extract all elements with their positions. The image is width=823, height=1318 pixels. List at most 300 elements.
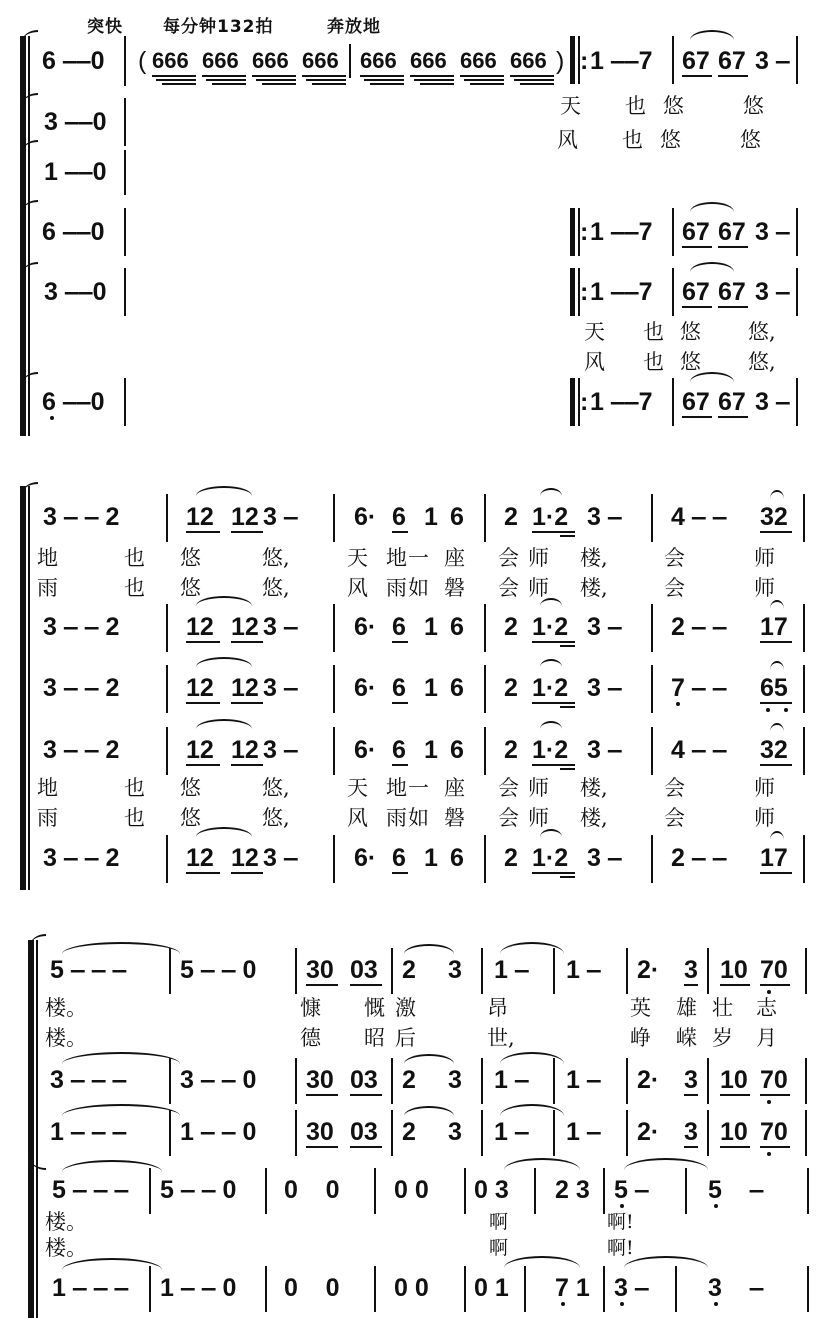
lyric: 壮 [712,996,733,1020]
note: 1 [424,503,438,531]
lyric: 雄 [676,996,697,1020]
lyric: 磐 [444,806,465,830]
note: 6 [392,674,406,702]
barline [333,665,335,713]
barline [796,378,798,426]
note-pair: 67 [718,47,746,75]
note: 6· [354,674,377,702]
lyric: 悠 [743,94,764,118]
measure-2: 1 ‒ ‒ 0 [180,1118,257,1146]
barline [651,727,653,775]
barline [803,835,805,883]
barline [481,1110,483,1156]
lyric: 风 [347,806,368,830]
lyric: 座 [444,546,465,570]
barline [484,604,486,652]
note-pair: 30 [306,956,334,984]
barline [484,727,486,775]
lyric: 悠, [748,320,776,344]
note: 1 [424,844,438,872]
note: 6 [392,613,406,641]
note-tail: 3 ‒ [587,674,622,702]
note-pair: 12 [231,613,259,641]
lyric: 啊! [607,1237,634,1259]
lyric: 峥 [630,1026,651,1050]
lyric: 会 [664,776,685,800]
note-pair: 12 [186,613,214,641]
barline [124,208,126,256]
lyric: 雨 [386,576,407,600]
note: 6 [392,844,406,872]
barline [805,1110,807,1156]
note: 3 [684,956,698,984]
lyric: 悠, [262,546,290,570]
barline [333,604,335,652]
repeat-start-barline [570,208,575,256]
slur [404,944,454,954]
note-pair: 70 [760,956,788,984]
tie [624,1158,708,1170]
note-pair: 10 [720,1118,748,1146]
note-pair: 12 [231,503,259,531]
lyric: 悠 [180,776,201,800]
measure-1: 5 ‒ ‒ ‒ [52,1176,129,1204]
note-group: 666 [510,48,547,73]
expression-marking: 奔放地 [327,17,381,37]
lyric: 如 [408,806,429,830]
barline [803,727,805,775]
measure-3: 0 0 [284,1274,340,1302]
tie [62,1160,162,1172]
note-pair: 67 [682,218,710,246]
measure-4: 0 0 [394,1274,429,1302]
lyric: 会 [664,546,685,570]
fermata-icon [770,831,784,840]
measure-8: 3 ‒ [708,1274,764,1302]
note: 3 [684,1066,698,1094]
lyric: 一 [408,776,429,800]
lyric: 一 [408,546,429,570]
note: 2· [637,1118,660,1146]
slur [540,659,562,667]
barline [374,1266,376,1312]
lyric: 昭 [364,1026,385,1050]
measure-1: 3 ‒ ‒ 2 [43,503,120,531]
note: 3 [448,1118,462,1146]
note-pair: 32 [760,503,788,531]
measure-2: 3 ‒ ‒ 0 [180,1066,257,1094]
lyric: 悠 [660,128,681,152]
note-tail: 3 ‒ [755,47,790,75]
note-pair: 67 [682,47,710,75]
lyric: 志 [756,996,777,1020]
barline [553,948,555,994]
lyric: 会 [664,806,685,830]
intro-measure: 3 ‒‒0 [44,278,107,306]
note-pair: 70 [760,1118,788,1146]
measure-1: 3 ‒ ‒ 2 [43,736,120,764]
barline [166,494,168,542]
barline [124,98,126,146]
barline [166,835,168,883]
lyric: 师 [528,806,549,830]
barline [672,268,674,316]
slur [404,1106,454,1116]
lyric: 地 [37,776,58,800]
barline [464,1168,466,1214]
lyric: 悠 [680,320,701,344]
lyric: 悠, [748,350,776,374]
lyric: 也 [643,350,664,374]
barline [796,208,798,256]
lyric: 也 [625,94,646,118]
lyric: 悠, [262,806,290,830]
note: 7 ‒ ‒ [671,674,727,702]
slur [196,657,252,667]
note-tail: 3 ‒ [755,218,790,246]
note-pair: 10 [720,956,748,984]
measure-2: 5 ‒ ‒ 0 [160,1176,237,1204]
measure-1: 1 ‒‒7 [590,388,653,416]
barline [803,494,805,542]
note: 2 ‒ ‒ [671,613,727,641]
lyric: 师 [754,806,775,830]
lyric: 悠 [180,806,201,830]
note-pair: 30 [306,1118,334,1146]
slur [196,486,252,496]
barline [651,494,653,542]
note-pair: 12 [231,674,259,702]
tie [624,1256,708,1268]
barline [391,1058,393,1104]
measure-1: 5 ‒ ‒ ‒ [50,956,127,984]
note-pair: 17 [760,613,788,641]
measure-7: 5 ‒ [614,1176,649,1204]
bracket-hook-icon [22,482,38,494]
barline [803,604,805,652]
barline [484,665,486,713]
note-pair: 1·2 [532,613,569,641]
note-group: 666 [302,48,339,73]
lyric: 天 [560,94,581,118]
barline [796,36,798,84]
lyric: 悠 [180,576,201,600]
lyric: 风 [584,350,605,374]
barline [651,604,653,652]
bracket-hook-icon [30,934,46,946]
lyric: 悠 [663,94,684,118]
slur [690,372,734,382]
barline [124,150,126,195]
note: 3 [448,1066,462,1094]
measure-1: 3 ‒ ‒ 2 [43,674,120,702]
lyric: 如 [408,576,429,600]
lyric: 悠 [680,350,701,374]
barline [481,948,483,994]
lyric: 悠, [262,576,290,600]
note-pair: 67 [682,388,710,416]
barline [265,1168,267,1214]
barline [651,835,653,883]
note: 2 [504,503,518,531]
barline [124,378,126,426]
lyric: 地 [386,546,407,570]
note-tail: 3 ‒ [263,736,298,764]
tempo-word: 突快 [87,17,123,37]
barline [295,948,297,994]
note-pair: 03 [350,1118,378,1146]
lyric: 慷 [300,996,321,1020]
note: 6 [450,844,464,872]
note-pair: 1·2 [532,844,569,872]
measure-5: 1 ‒ [494,1066,529,1094]
lyric: 啊! [607,1211,634,1233]
barline [169,1110,171,1156]
note-tail: 3 ‒ [755,278,790,306]
tie [62,1104,180,1116]
note: 6 [392,503,406,531]
barline [333,494,335,542]
note-pair: 12 [186,736,214,764]
note: 2 [402,1118,416,1146]
slur [540,721,562,729]
note: 6 [392,736,406,764]
note: 6· [354,736,377,764]
note: 1 [424,674,438,702]
note-pair: 1·2 [532,736,569,764]
intro-measure: 3 ‒‒0 [44,108,107,136]
note-pair: 67 [682,278,710,306]
barline [805,948,807,994]
barline [805,1058,807,1104]
lyric: 楼, [580,806,608,830]
measure-1: 1 ‒‒7 [590,47,653,75]
lyric: 也 [124,806,145,830]
slur [504,1256,580,1268]
barline [672,208,674,256]
barline [553,1110,555,1156]
lyric: 英 [630,996,651,1020]
barline [675,1266,677,1312]
barline [391,948,393,994]
note-group: 666 [360,48,397,73]
note-group: 666 [202,48,239,73]
intro-measure: 6 ‒‒0 [42,47,105,75]
fermata-icon [770,490,784,499]
barline [166,665,168,713]
measure-5: 0 1 [474,1274,509,1302]
slur [196,719,252,729]
barline [265,1266,267,1312]
barline [626,948,628,994]
note: 6 [450,503,464,531]
note-pair: 30 [306,1066,334,1094]
note: 3 [448,956,462,984]
note-tail: 3 ‒ [263,844,298,872]
barline [124,36,126,86]
note: 2 [504,674,518,702]
lyric: 座 [444,776,465,800]
barline [391,1110,393,1156]
barline [481,1058,483,1104]
slur [540,598,562,606]
note-group: 666 [460,48,497,73]
slur [196,827,252,837]
slur [540,829,562,837]
lyric: 师 [528,546,549,570]
lyric: 德 [300,1026,321,1050]
slur [404,1054,454,1064]
barline [295,1110,297,1156]
fermata-icon [770,661,784,670]
lyric: 楼。 [45,1210,87,1234]
note-pair: 10 [720,1066,748,1094]
lyric: 师 [754,776,775,800]
note: 2 [504,736,518,764]
slur [690,202,734,212]
note-group: 666 [410,48,447,73]
slur [196,596,252,606]
note-group: 666 [152,48,189,73]
intro-measure: 1 ‒‒0 [44,158,107,186]
lyric: 会 [498,776,519,800]
barline [374,1168,376,1214]
lyric: 悠 [180,546,201,570]
lyric: 也 [124,776,145,800]
lyric: 风 [347,576,368,600]
lyric: 地 [386,776,407,800]
barline [626,1110,628,1156]
barline [166,604,168,652]
measure-1: 1 ‒‒7 [590,218,653,246]
barline [333,835,335,883]
repeat-dots: : [580,278,589,306]
measure-7: 3 ‒ [614,1274,649,1302]
lyric: 慨 [364,996,385,1020]
note: 2 [402,1066,416,1094]
barline [534,1168,536,1214]
note: 2 [402,956,416,984]
measure-2: 5 ‒ ‒ 0 [180,956,257,984]
note-pair: 12 [186,674,214,702]
slur [690,30,734,40]
repeat-dots: : [580,388,589,416]
barline [707,948,709,994]
measure-8: 5 ‒ [708,1176,764,1204]
lyric: 雨 [386,806,407,830]
note-tail: 3 ‒ [263,674,298,702]
barline [484,835,486,883]
barline [166,727,168,775]
barline [349,44,351,78]
measure-1: 1 ‒‒7 [590,278,653,306]
barline [484,494,486,542]
note: 2· [637,956,660,984]
note-pair: 70 [760,1066,788,1094]
lyric: 悠, [262,776,290,800]
lyric: 岁 [712,1026,733,1050]
note: 6· [354,844,377,872]
note-tail: 3 ‒ [587,613,622,641]
note-pair: 32 [760,736,788,764]
lyric: 师 [754,576,775,600]
fermata-icon [770,600,784,609]
system-bracket-inner [28,486,30,890]
lyric: 也 [622,128,643,152]
repeat-start-barline [570,36,575,84]
lyric: 天 [584,320,605,344]
lyric: 会 [498,546,519,570]
lyric: 师 [528,776,549,800]
note-pair: 12 [231,736,259,764]
barline [333,727,335,775]
note: 1 [424,613,438,641]
note-pair: 03 [350,956,378,984]
barline [651,665,653,713]
barline [553,1058,555,1104]
measure-4: 0 0 [394,1176,429,1204]
barline [796,268,798,316]
lyric: 后 [395,1026,416,1050]
note-pair: 1·2 [532,503,569,531]
note-pair: 12 [186,503,214,531]
lyric: 昂 [487,996,508,1020]
lyric: 天 [347,776,368,800]
fermata-icon [770,723,784,732]
lyric: 楼, [580,576,608,600]
barline [807,1168,809,1214]
lyric: 师 [528,576,549,600]
barline [124,268,126,316]
system-bracket [20,486,26,890]
paren-open: ( [138,47,147,75]
note: 6 [450,674,464,702]
lyric: 地 [37,546,58,570]
barline [149,1266,151,1312]
note-tail: 3 ‒ [587,503,622,531]
lyric: 楼。 [45,1236,87,1260]
lyric: 世, [487,1026,515,1050]
note-tail: 3 ‒ [587,844,622,872]
measure-6: 1 ‒ [566,956,601,984]
barline [803,665,805,713]
system-bracket-inner [36,940,38,1318]
lyric: 啊 [489,1211,509,1233]
note: 4 ‒ ‒ [671,736,727,764]
note: 1 [424,736,438,764]
note-pair: 67 [718,278,746,306]
note-pair: 03 [350,1066,378,1094]
slur [540,488,562,496]
measure-6: 1 ‒ [566,1118,601,1146]
lyric: 楼, [580,776,608,800]
intro-measure: 6 ‒‒0 [42,218,105,246]
slur [690,262,734,272]
barline [603,1266,605,1312]
lyric: 啊 [489,1237,509,1259]
note: 2· [637,1066,660,1094]
repeat-dots: : [580,47,589,75]
repeat-dots: : [580,218,589,246]
lyric: 风 [557,128,578,152]
barline [464,1266,466,1312]
note: 2 [504,844,518,872]
note-pair: 12 [186,844,214,872]
note-pair: 67 [718,218,746,246]
bracket-hook-icon [22,30,38,42]
barline [169,1058,171,1104]
lyric: 也 [643,320,664,344]
